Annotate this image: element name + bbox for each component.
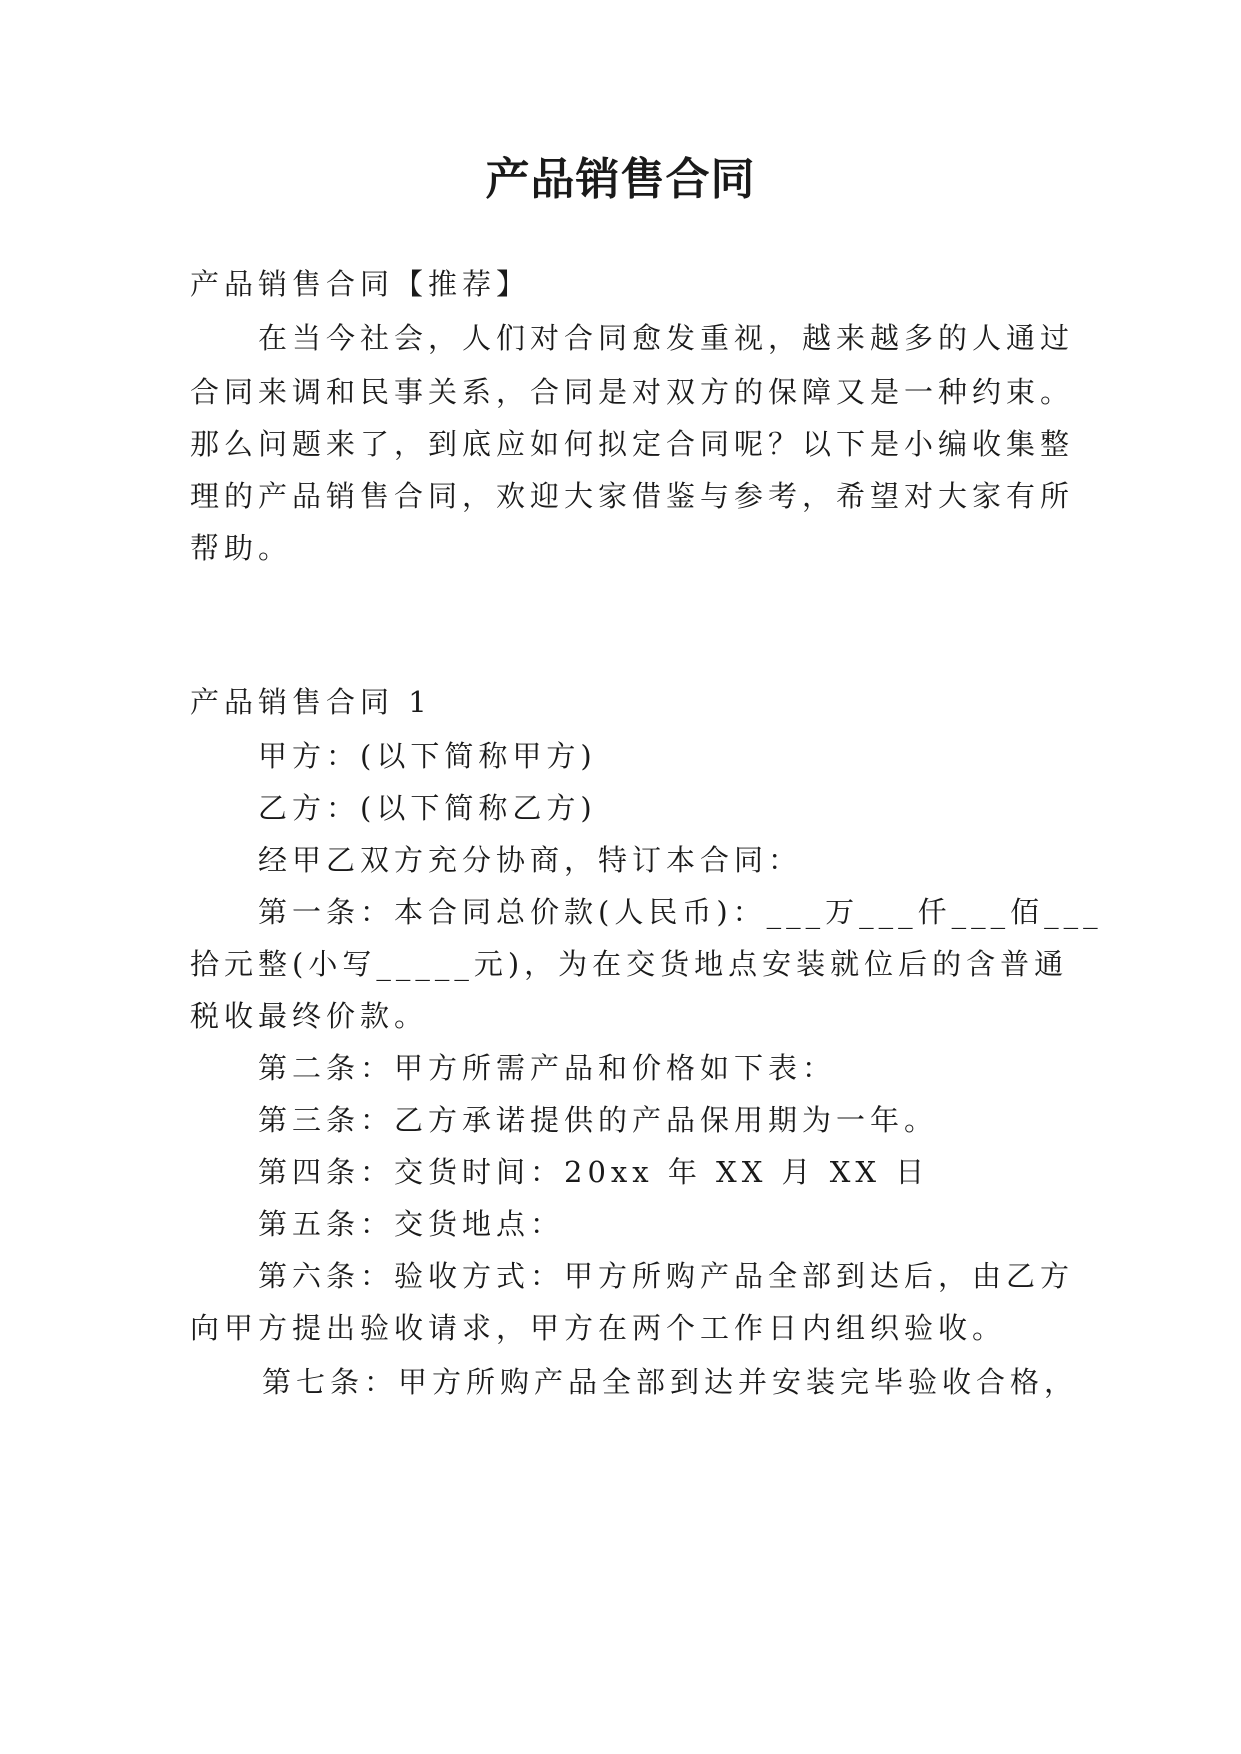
body-line-party-b: 乙方：(以下简称乙方) bbox=[258, 791, 597, 825]
intro-line: 合同来调和民事关系，合同是对双方的保障又是一种约束。 bbox=[190, 375, 1075, 409]
body-line-preamble: 经甲乙双方充分协商，特订本合同： bbox=[258, 843, 803, 877]
article-3-line: 第三条：乙方承诺提供的产品保用期为一年。 bbox=[258, 1103, 939, 1137]
article-7-line: 第七条：甲方所购产品全部到达并安装完毕验收合格， bbox=[262, 1365, 1079, 1399]
article-1-line: 第一条：本合同总价款(人民币)：___万___仟___佰___ bbox=[258, 895, 1103, 929]
article-4-line: 第四条：交货时间：20xx 年 XX 月 XX 日 bbox=[258, 1155, 930, 1189]
article-1-line: 税收最终价款。 bbox=[190, 999, 429, 1033]
article-6-line: 向甲方提出验收请求，甲方在两个工作日内组织验收。 bbox=[190, 1311, 1007, 1345]
article-6-line: 第六条：验收方式：甲方所购产品全部到达后，由乙方 bbox=[258, 1259, 1075, 1293]
intro-line: 理的产品销售合同，欢迎大家借鉴与参考，希望对大家有所 bbox=[190, 479, 1075, 513]
intro-line: 那么问题来了，到底应如何拟定合同呢？以下是小编收集整 bbox=[190, 427, 1075, 461]
section-heading: 产品销售合同 1 bbox=[190, 685, 432, 719]
article-5-line: 第五条：交货地点： bbox=[258, 1207, 565, 1241]
article-1-line: 拾元整(小写_____元)，为在交货地点安装就位后的含普通 bbox=[190, 947, 1069, 981]
intro-line: 在当今社会，人们对合同愈发重视，越来越多的人通过 bbox=[258, 321, 1075, 355]
article-2-line: 第二条：甲方所需产品和价格如下表： bbox=[258, 1051, 837, 1085]
document-title: 产品销售合同 bbox=[485, 154, 756, 205]
intro-line: 帮助。 bbox=[190, 531, 293, 565]
document-subtitle: 产品销售合同【推荐】 bbox=[190, 267, 531, 301]
body-line-party-a: 甲方：(以下简称甲方) bbox=[258, 739, 597, 773]
